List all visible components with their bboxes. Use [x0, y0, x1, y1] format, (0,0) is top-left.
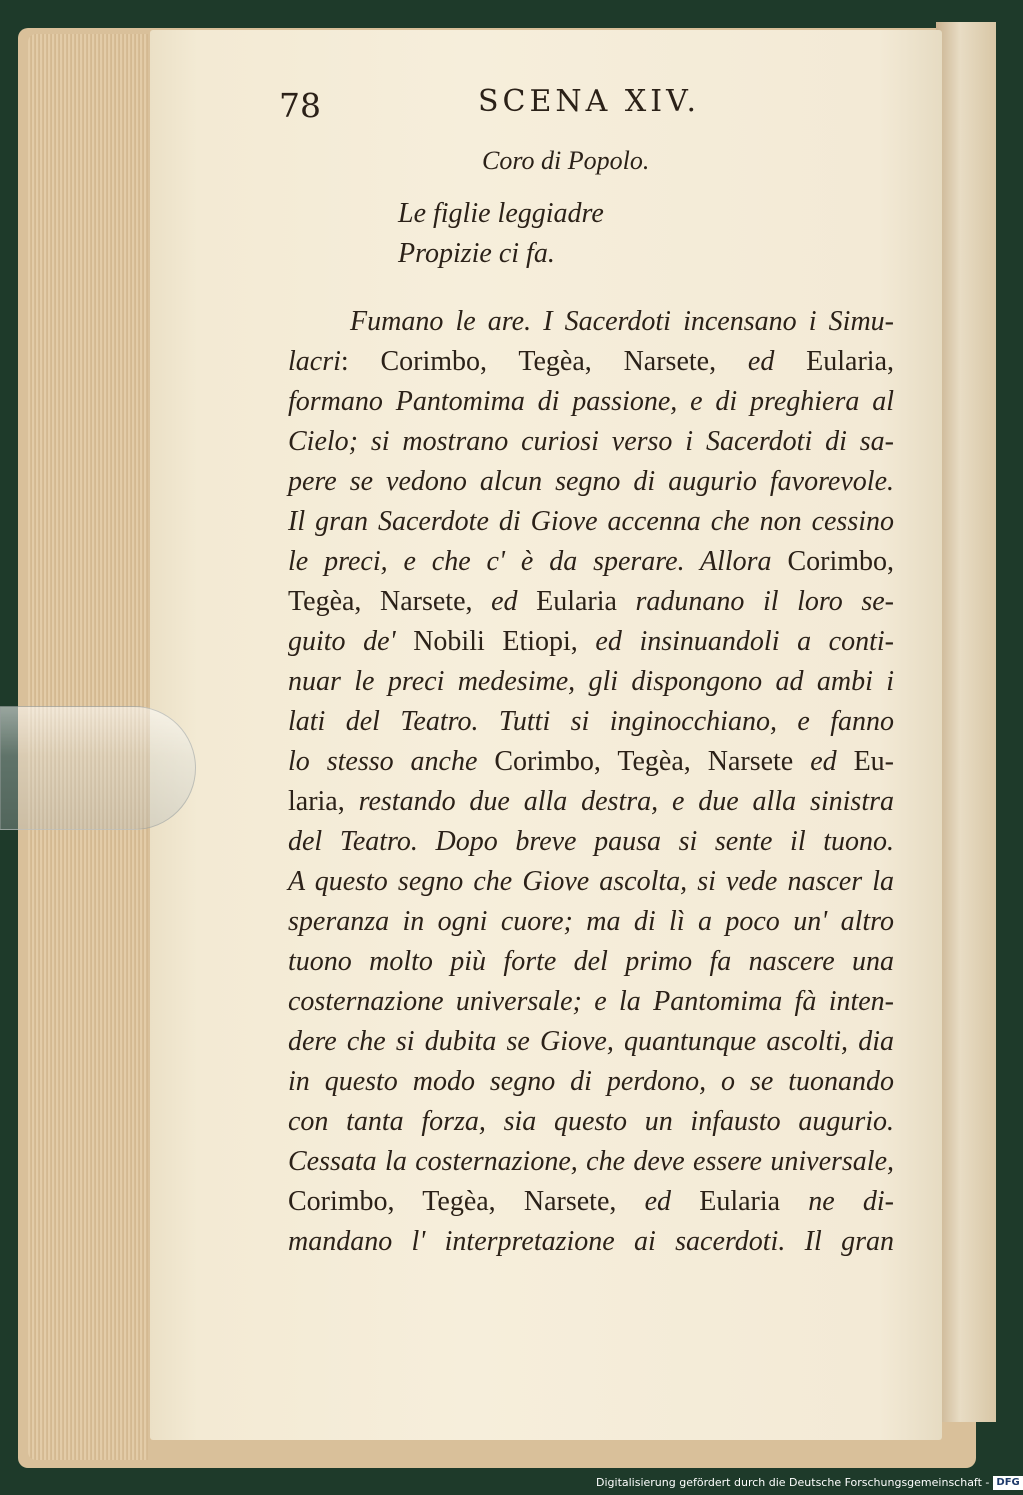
prose-segment: ed	[491, 586, 518, 617]
prose-segment: con tanta forza, sia questo un infausto augurio.	[288, 1106, 894, 1137]
prose-line	[288, 582, 894, 622]
prose-segment: Eularia,	[774, 346, 894, 377]
prose-line	[288, 502, 894, 542]
prose-line	[288, 902, 894, 942]
prose-segment: formano Pantomima di passione, e di preghiera al	[288, 386, 894, 417]
prose-segment: mandano l' interpretazione ai sacerdoti. Il gran	[288, 1226, 894, 1257]
prose-segment: dere che si dubita se Giove, quantunque ascolti, dia	[288, 1026, 894, 1057]
prose-line	[288, 422, 894, 462]
prose-segment: laria,	[288, 786, 359, 817]
stage-direction-paragraph	[288, 302, 894, 1262]
prose-line	[288, 622, 894, 662]
prose-segment: Corimbo,	[771, 546, 894, 577]
prose-segment: speranza in ogni cuore; ma di lì a poco un' altro	[288, 906, 894, 937]
speaker-heading: Coro di Popolo.	[482, 146, 650, 175]
prose-segment: costernazione universale; e la Pantomima fà inten-	[288, 986, 894, 1017]
prose-line	[288, 742, 894, 782]
prose-line	[288, 542, 894, 582]
prose-line	[288, 1062, 894, 1102]
footer-credit	[596, 1476, 1023, 1490]
prose-line	[288, 942, 894, 982]
prose-line	[288, 662, 894, 702]
prose-line	[288, 982, 894, 1022]
prose-segment: Eularia	[671, 1186, 809, 1217]
prose-segment: restando due alla destra, e due alla sinistra	[358, 786, 894, 817]
verse-line-2: Propizie ci fa.	[398, 238, 555, 269]
prose-segment: Cielo; si mostrano curiosi verso i Sacerdoti di sa-	[288, 426, 894, 457]
prose-line	[288, 1182, 894, 1222]
prose-line	[288, 342, 894, 382]
prose-line	[288, 1222, 894, 1262]
prose-segment: radunano il loro se-	[635, 586, 894, 617]
page-number: 78	[279, 86, 321, 125]
prose-segment: nuar le preci medesime, gli dispongono ad ambi i	[288, 666, 894, 697]
prose-segment: lo stesso anche	[288, 746, 478, 777]
prose-line	[288, 1142, 894, 1182]
prose-line	[288, 302, 894, 342]
footer-text: Digitalisierung gefördert durch die Deutsche Forschungsgemeinschaft -	[596, 1476, 990, 1489]
verse-line-1: Le figlie leggiadre	[398, 198, 604, 229]
prose-segment: Eu-	[836, 746, 894, 777]
prose-segment: Corimbo, Tegèa, Narsete,	[288, 1186, 645, 1217]
prose-segment: ed insinuandoli a conti-	[595, 626, 894, 657]
prose-segment: Nobili Etiopi,	[395, 626, 596, 657]
prose-segment: in questo modo segno di perdono, o se tuonando	[288, 1066, 894, 1097]
prose-segment: ed	[644, 1186, 672, 1217]
prose-line	[288, 782, 894, 822]
prose-segment: le preci, e che c' è da sperare. Allora	[288, 546, 772, 577]
prose-line	[288, 1022, 894, 1062]
prose-segment: A questo segno che Giove ascolta, si vede nascer la	[288, 866, 894, 897]
dfg-logo: DFG	[993, 1476, 1022, 1490]
prose-segment: pere se vedono alcun segno di augurio favorevole.	[288, 466, 894, 497]
prose-line	[288, 822, 894, 862]
scene-title: SCENA XIV.	[478, 84, 701, 119]
prose-segment: Corimbo, Tegèa, Narsete	[477, 746, 811, 777]
prose-segment: Il gran Sacerdote di Giove accenna che non cessino	[288, 506, 894, 537]
prose-line	[288, 462, 894, 502]
prose-segment: Tegèa, Narsete,	[288, 586, 492, 617]
facing-page-edge	[936, 22, 996, 1422]
prose-segment: Eularia	[517, 586, 636, 617]
prose-line	[288, 1102, 894, 1142]
prose-segment: ed	[747, 346, 775, 377]
prose-segment: Cessata la costernazione, che deve essere universale,	[288, 1146, 894, 1177]
prose-segment: : Corimbo, Tegèa, Narsete,	[340, 346, 748, 377]
prose-segment: Fumano le are. I Sacerdoti incensano i Simu-	[350, 306, 894, 337]
prose-line	[288, 382, 894, 422]
prose-line	[288, 862, 894, 902]
prose-segment: del Teatro. Dopo breve pausa si sente il tuono.	[288, 826, 894, 857]
prose-segment: guito de'	[288, 626, 396, 657]
prose-segment: tuono molto più forte del primo fa nascere una	[288, 946, 894, 977]
prose-segment: lacri	[288, 346, 341, 377]
prose-segment: ed	[810, 746, 837, 777]
page-holder-clip	[0, 706, 196, 830]
prose-line	[288, 702, 894, 742]
prose-segment: lati del Teatro. Tutti si inginocchiano, e fanno	[288, 706, 894, 737]
prose-segment: ne di-	[808, 1186, 895, 1217]
